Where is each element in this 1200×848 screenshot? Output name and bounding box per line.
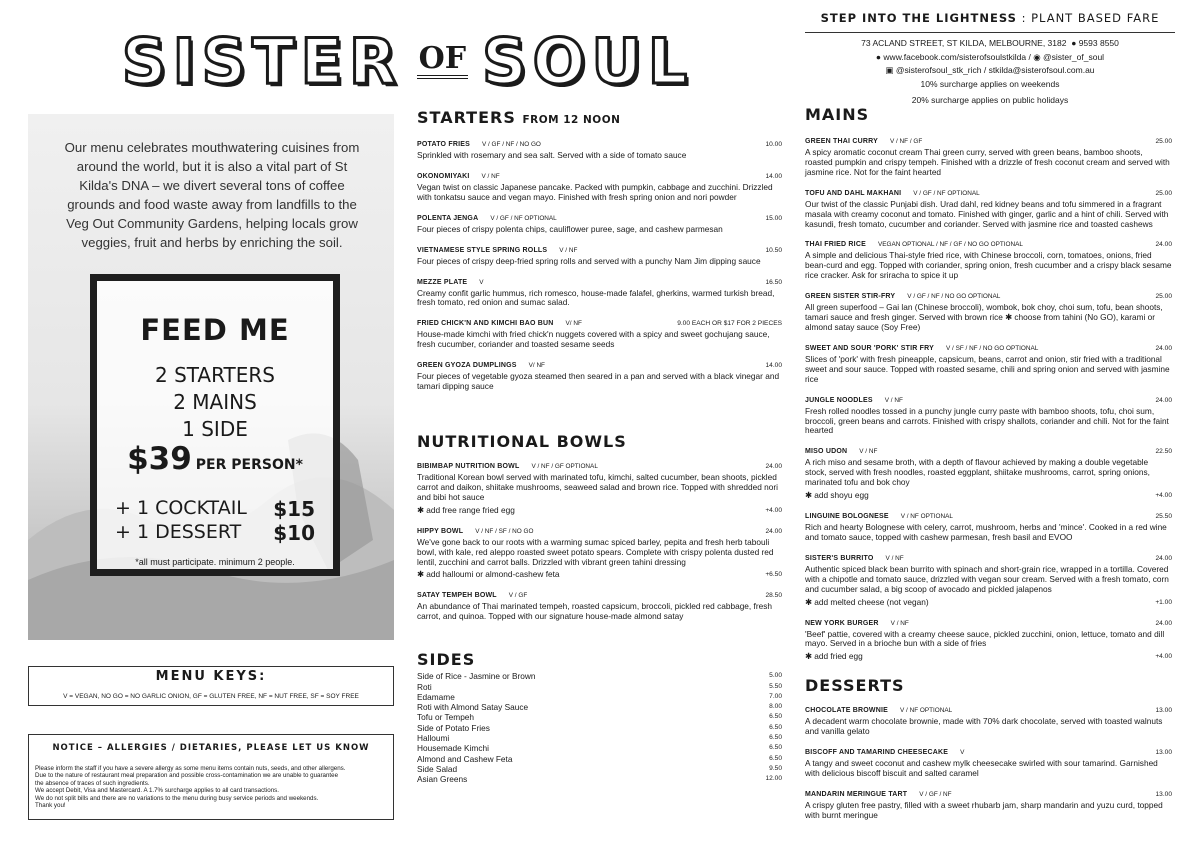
menu-item-title [417, 520, 533, 538]
logo-word-soul: SOUL [482, 24, 694, 98]
menu-item-title [805, 547, 904, 565]
menu-item [805, 182, 1172, 230]
addon-dessert-label: + 1 DESSERT [115, 521, 242, 543]
menu-item-dietary: V/ NF [528, 362, 545, 370]
menu-item-dietary: V / NF [559, 246, 578, 254]
menu-item-description: A rich miso and sesame broth, with a depth of flavour achieved by making a double vegetable stock, served with fresh noodles, roasted eggplant, shiitake mushrooms, carrot, spring onions, marinated tofu and bok choy [805, 457, 1150, 488]
menu-item-extra-price: +4.00 [1155, 653, 1172, 661]
menu-item-description: Traditional Korean bowl served with marinated tofu, kimchi, salted cucumber, bean shoots, pickled carrot and daikon, shiitake mushrooms, seaweed salad and brown rice. Topped with shredded nori and bibi hot sauce [417, 471, 778, 502]
menu-keys-text: V = VEGAN, NO GO = NO GARLIC ONION, GF = GLUTEN FREE, NF = NUT FREE, SF = SOY FREE [63, 693, 359, 700]
tagline-rest: : PLANT BASED FARE [1016, 11, 1160, 25]
camera-icon: ▣ [885, 65, 894, 75]
menu-item-description: Slices of 'pork' with fresh pineapple, capsicum, beans, carrot and onion, stir fried with a traditional sweet and sour sauce. Topped with roasted sesame, chili and spring onion and served with jasmine rice [805, 353, 1170, 384]
menu-item-description: Four pieces of crispy deep-fried spring rolls and served with a punchy Nam Jim dipping sauce [417, 255, 761, 266]
menu-item-dietary: V/ NF [565, 320, 582, 328]
menu-item-header [805, 547, 1172, 565]
menu-item-name: JUNGLE NOODLES [805, 396, 873, 404]
menu-item [805, 612, 1172, 663]
menu-item-extra-price: +1.00 [1155, 598, 1172, 606]
side-item [417, 723, 782, 733]
side-item-name: Asian Greens [417, 774, 468, 785]
side-item-price: 12.00 [765, 775, 782, 783]
addon-dessert-price: $10 [273, 521, 315, 545]
menu-item-extra-label: ✱ add halloumi or almond-cashew feta [417, 569, 560, 580]
logo-word-sister: SISTER [121, 24, 403, 98]
address-line [805, 38, 1175, 48]
menu-item-name: TOFU AND DAHL MAKHANI [805, 189, 902, 197]
menu-item [417, 239, 782, 267]
bowls-list [417, 455, 782, 622]
menu-item-price: 24.00 [1155, 396, 1172, 404]
side-item-name: Almond and Cashew Feta [417, 753, 513, 764]
menu-item-header [805, 440, 1172, 458]
menu-item [805, 505, 1172, 543]
starters-heading [417, 108, 782, 127]
side-item-name: Side of Potato Fries [417, 722, 490, 733]
menu-item-price: 28.50 [765, 592, 782, 600]
side-item-price: 9.50 [769, 764, 782, 772]
instagram-icon: ◉ [1033, 52, 1041, 62]
allergy-notice-box [28, 734, 394, 820]
menu-item-extra-label: ✱ add shoyu egg [805, 490, 869, 501]
menu-item-name: BIBIMBAP NUTRITION BOWL [417, 462, 520, 470]
desserts-heading: DESSERTS [805, 676, 905, 696]
side-item-name: Halloumi [417, 733, 450, 743]
menu-item-title [805, 130, 922, 148]
menu-item-title [805, 783, 952, 801]
menu-item-title [417, 584, 527, 602]
menu-item-price: 14.00 [765, 362, 782, 370]
menu-item-title [417, 133, 541, 151]
menu-item-name: SWEET AND SOUR 'PORK' STIR FRY [805, 344, 934, 352]
notice-line: Due to the nature of restaurant meal preparation and possible cross-contamination we are unable to guarantee [35, 772, 339, 780]
menu-item-dietary: VEGAN OPTIONAL / NF / GF / NO GO OPTIONAL [877, 241, 1023, 249]
menu-item-dietary: V / GF / NF [919, 791, 952, 798]
menu-item-extra [805, 490, 1172, 501]
menu-item-extra [805, 597, 1172, 608]
restaurant-logo [121, 22, 694, 100]
feed-me-box [90, 274, 340, 576]
address: 73 ACLAND STREET, ST KILDA, MELBOURNE, 3182 [861, 38, 1067, 48]
menu-item-extra-price: +6.50 [765, 571, 782, 579]
menu-item-extra [417, 569, 782, 580]
menu-item-header [417, 133, 782, 151]
social-line-2 [805, 65, 1175, 76]
side-item-price: 6.50 [769, 713, 782, 721]
bowls-heading: NUTRITIONAL BOWLS [417, 431, 627, 451]
menu-item-description: Four pieces of crispy polenta chips, cauliflower puree, sage, and cashew parmesan [417, 223, 723, 234]
menu-item-price: 14.00 [765, 172, 782, 180]
menu-item-dietary: V / NF OPTIONAL [900, 513, 953, 521]
menu-item-dietary: V / GF / NF OPTIONAL [490, 214, 557, 222]
facebook-icon: ● [875, 52, 882, 62]
facebook-link[interactable]: www.facebook.com/sisterofsoulstkilda / [883, 52, 1031, 62]
feed-me-addon-dessert [115, 521, 315, 545]
intro-text: Our menu celebrates mouthwatering cuisines from around the world, but it is also a vital part of St Kilda's DNA – we divert several tons of coffee grounds and food waste away from landfills to the Veg Out Community Gardens, helping locals grow veggies, fruit and herbs by enriching the soil. [64, 140, 360, 250]
menu-item-extra [805, 651, 1172, 662]
side-item-name: Roti [417, 681, 432, 692]
side-item-price: 7.00 [769, 692, 782, 700]
menu-item-dietary: V / NF [859, 448, 878, 456]
menu-item-dietary: V / NF / GF [889, 138, 923, 145]
notice-line: Please inform the staff if you have a severe allergy as some menu items contain nuts, seeds, and other allergens. [35, 765, 346, 772]
side-item-price: 8.00 [769, 703, 782, 711]
menu-item-price: 10.50 [765, 246, 782, 254]
desserts-list [805, 699, 1172, 820]
menu-item-title [805, 741, 964, 759]
addon-cocktail-price: $15 [273, 497, 315, 521]
side-item-name: Edamame [417, 691, 455, 702]
sides-list [417, 671, 782, 784]
menu-item-header [805, 741, 1172, 759]
menu-item [805, 389, 1172, 437]
menu-item-description: A spicy aromatic coconut cream Thai green curry, served with green beans, bamboo shoots, roasted pumpkin and crispy tempeh. Finished with a drizzle of fresh coconut cream and served with jasmine rice. Not for the faint hearted [805, 147, 1170, 177]
menu-item [417, 165, 782, 203]
tagline [805, 8, 1175, 33]
surcharge-holiday: 20% surcharge applies on public holidays [911, 95, 1069, 105]
menu-item-name: NEW YORK BURGER [805, 619, 879, 627]
menu-item-description: Vegan twist on classic Japanese pancake. Packed with pumpkin, cabbage and zucchini. Drizzled with tonkatsu sauce and vegan mayo. Finished with fresh spring onion and nori powder [417, 181, 773, 202]
menu-item-description: Four pieces of vegetable gyoza steamed then seared in a pan and served with a black vinegar and tamari dipping sauce [417, 371, 780, 392]
menu-item-header [805, 612, 1172, 630]
menu-item [417, 354, 782, 392]
menu-keys-box [28, 666, 394, 706]
phone[interactable]: 9593 8550 [1078, 38, 1119, 48]
menu-item-price: 10.00 [765, 141, 782, 148]
menu-item-description: A decadent warm chocolate brownie, made with 70% dark chocolate, served with toasted walnuts and vanilla gelato [805, 716, 1163, 737]
menu-keys-title: MENU KEYS: [155, 669, 267, 684]
menu-item [417, 207, 782, 235]
menu-item [805, 741, 1172, 779]
menu-item-title [417, 271, 484, 289]
side-item-name: Side of Rice - Jasmine or Brown [417, 671, 536, 682]
menu-item-description: Our twist of the classic Punjabi dish. Urad dahl, red kidney beans and tofu simmered in a fragrant masala with creamy coconut and tomato. Finished with ginger, garlic and a hint of chili. Served with kasundi, fresh tomato, cucumber and coriander. Served with jasmine rice and toasted cashews [805, 198, 1169, 229]
menu-item [417, 455, 782, 516]
menu-item-header [417, 271, 782, 289]
menu-item-title [805, 233, 1023, 251]
menu-item-title [805, 285, 1000, 303]
side-item [417, 733, 782, 743]
menu-item-dietary: V / NF OPTIONAL [900, 707, 953, 715]
menu-item [805, 337, 1172, 385]
menu-item-price: 25.00 [1155, 138, 1172, 145]
menu-item-description: A tangy and sweet coconut and cashew mylk cheesecake swirled with sour tamarind. Garnished with delicious biscoff biscuit and salted caramel [805, 758, 1158, 779]
menu-item-price: 24.00 [1155, 619, 1172, 627]
feed-me-mains: 2 MAINS [173, 390, 257, 414]
menu-item-header [417, 207, 782, 225]
menu-item-title [417, 165, 500, 183]
menu-item-header [417, 165, 782, 183]
menu-item-name: VIETNAMESE STYLE SPRING ROLLS [417, 246, 548, 254]
menu-item-description: We've gone back to our roots with a warming sumac spiced barley, pepita and fresh herb tabouli bowl, with kale, red aleppo roasted sweet potato spears. Complete with crispy polenta dusted red lentil, zucchini and carrot balls. Drizzled with vibrant green tahini dressing [417, 536, 774, 567]
menu-item-header [417, 239, 782, 257]
notice-line: We do not split bills and there are no variations to the menu during busy service periods and weekends. [35, 794, 319, 802]
side-item [417, 774, 782, 784]
menu-item [805, 285, 1172, 333]
menu-item-title [417, 455, 598, 473]
menu-item-name: POLENTA JENGA [417, 214, 479, 222]
feed-me-starters: 2 STARTERS [154, 363, 275, 387]
menu-item [805, 783, 1172, 821]
menu-item-title [805, 612, 909, 630]
menu-item-price: 24.00 [1155, 241, 1172, 249]
social-line-1 [805, 52, 1175, 63]
menu-item-dietary: V [960, 749, 965, 757]
side-item-price: 6.50 [769, 754, 782, 762]
menu-item-description: Fresh rolled noodles tossed in a punchy jungle curry paste with bamboo shoots, tofu, choi sum, broccoli, green beans and carrots. Finished with crispy shallots, coriander and chili. Not for the faint hearted [805, 405, 1169, 436]
menu-item-extra-label: ✱ add melted cheese (not vegan) [805, 596, 929, 607]
menu-item-price: 13.00 [1155, 707, 1172, 715]
menu-item-header [805, 389, 1172, 407]
side-item-price: 6.50 [769, 723, 782, 731]
menu-item [417, 584, 782, 622]
right-column [805, 105, 1172, 825]
side-item-name: Side Salad [417, 763, 458, 774]
feed-me-side: 1 SIDE [182, 417, 248, 441]
menu-item-description: A simple and delicious Thai-style fried rice, with Chinese broccoli, corn, tomatoes, onions, fried bean-curd and egg. Topped with coriander, spring onion, fresh cucumber and a crispy black sesame rice cracker. Ask for sriracha to spice it up [805, 250, 1172, 281]
menu-item-name: SATAY TEMPEH BOWL [417, 592, 497, 600]
menu-item-description: House-made kimchi with fried chick'n nuggets covered with a spicy and sweet gochujang sauce, fresh cucumber, coriander and toasted sesame seeds [417, 329, 770, 350]
menu-item-price: 22.50 [1155, 448, 1172, 456]
feed-me-addon-cocktail [115, 497, 315, 521]
menu-item-description: An abundance of Thai marinated tempeh, roasted capsicum, broccoli, pickled red cabbage, fresh carrot, and quinoa. Topped with our signature house-made almond satay [417, 601, 772, 622]
side-item [417, 671, 782, 681]
menu-item-price: 13.00 [1155, 791, 1172, 798]
menu-item-name: GREEN GYOZA DUMPLINGS [417, 362, 517, 370]
menu-item-header [805, 285, 1172, 303]
menu-item-description: Rich and hearty Bolognese with celery, carrot, mushroom, herbs and 'mince'. Cooked in a red wine and tomato sauce, topped with cashew parmesan, fresh basil and EVOO [805, 522, 1167, 542]
menu-item-name: FRIED CHICK'N AND KIMCHI BAO BUN [417, 320, 554, 328]
menu-item-price: 24.00 [1155, 554, 1172, 562]
menu-item-title [417, 312, 582, 330]
feed-me-per-person: PER PERSON* [195, 457, 303, 473]
menu-item-description: All green superfood – Gai lan (Chinese broccoli), wombok, bok choy, choi sum, tofu, bean shoots, tamari sauce and fresh ginger. Served with brown rice ✱ choose from tahini (No GO), karami or almond satay sauce (Soy Free) [805, 302, 1163, 332]
menu-item [417, 520, 782, 581]
menu-item-dietary: V / SF / NF / NO GO OPTIONAL [945, 344, 1039, 352]
menu-item [417, 312, 782, 350]
menu-item-header [805, 699, 1172, 717]
menu-item-price: 9.00 EACH OR $17 FOR 2 PIECES [677, 320, 782, 328]
menu-item-title [417, 207, 557, 225]
feed-me-title: FEED ME [140, 313, 290, 347]
menu-item-description: A crispy gluten free pastry, filled with a sweet rhubarb jam, sharp mandarin and yuzu curd, topped with burnt meringue [805, 800, 1163, 820]
menu-item [805, 130, 1172, 178]
menu-item-dietary: V / NF [885, 554, 904, 562]
feed-me-price: $39 [127, 441, 192, 477]
menu-item-name: GREEN THAI CURRY [805, 138, 878, 145]
side-item [417, 764, 782, 774]
menu-item-dietary: V / NF [884, 396, 903, 404]
phone-icon: ● [1071, 38, 1077, 48]
menu-item [805, 440, 1172, 501]
menu-item-header [417, 455, 782, 473]
side-item-price: 5.50 [769, 682, 782, 690]
menu-item-name: OKONOMIYAKI [417, 172, 470, 180]
menu-item-name: MEZZE PLATE [417, 278, 468, 286]
tagline-bold: STEP INTO THE LIGHTNESS [820, 11, 1017, 25]
side-item [417, 743, 782, 753]
menu-item-title [417, 239, 577, 257]
notice-line: Thank you! [35, 802, 66, 810]
side-item-name: Tofu or Tempeh [417, 712, 475, 723]
menu-item-name: THAI FRIED RICE [805, 241, 866, 249]
side-item-price: 6.50 [769, 744, 782, 752]
menu-item-header [805, 233, 1172, 251]
menu-item-name: BISCOFF AND TAMARIND CHEESECAKE [805, 749, 949, 757]
notice-line: the absence of traces of such ingredients. [35, 779, 150, 787]
menu-item-name: HIPPY BOWL [417, 527, 464, 535]
menu-item-name: POTATO FRIES [417, 141, 470, 148]
menu-item-price: 25.00 [1155, 189, 1172, 197]
menu-item [417, 133, 782, 161]
starters-list [417, 133, 782, 392]
menu-item-name: SISTER'S BURRITO [805, 554, 874, 562]
menu-item-price: 24.00 [765, 527, 782, 535]
menu-item-description: Creamy confit garlic hummus, rich romesco, house-made falafel, gherkins, warmed turkish bread, fresh tomato, red onion and sumac salad. [417, 287, 775, 308]
menu-item-title [805, 337, 1038, 355]
menu-item [805, 699, 1172, 737]
side-item [417, 702, 782, 712]
menu-item-dietary: V / NF / GF OPTIONAL [531, 462, 598, 470]
menu-item-title [805, 182, 980, 200]
menu-item [417, 271, 782, 309]
side-item [417, 692, 782, 702]
menu-item-header [805, 182, 1172, 200]
menu-item-title [805, 389, 903, 407]
menu-item [805, 547, 1172, 608]
middle-column [417, 108, 782, 784]
menu-item-extra-price: +4.00 [1155, 492, 1172, 500]
side-item [417, 712, 782, 722]
menu-item-name: CHOCOLATE BROWNIE [805, 707, 888, 715]
menu-item-title [417, 354, 545, 372]
side-item [417, 682, 782, 692]
addon-cocktail-label: + 1 COCKTAIL [115, 497, 247, 519]
starters-subtitle: FROM 12 NOON [522, 114, 621, 126]
menu-item-description: Authentic spiced black bean burrito with spinach and short-grain rice, wrapped in a tortilla. Covered with a chipotle and tomato sauce, drizzled with vegan sour cream. Served with a fresh tomato, corn and cucumber salad, a big scoop of avocado and pickled jalapenos [805, 563, 1169, 594]
menu-item-header [805, 337, 1172, 355]
side-item [417, 754, 782, 764]
contact-email[interactable]: @sisterofsoul_stk_rich / stkilda@sisterofsoul.com.au [895, 65, 1095, 75]
mains-list [805, 130, 1172, 662]
menu-item-description: Sprinkled with rosemary and sea salt. Served with a side of tomato sauce [417, 150, 687, 160]
side-item-price: 5.00 [769, 672, 782, 680]
menu-item-title [805, 440, 877, 458]
feed-me-price-row [97, 441, 333, 477]
notice-text [35, 765, 387, 809]
menu-item-header [417, 312, 782, 330]
menu-item-title [805, 699, 952, 717]
menu-item-price: 25.50 [1155, 513, 1172, 521]
menu-item-description: 'Beef' pattie, covered with a creamy cheese sauce, pickled zucchini, onion, lettuce, tomato and dill mayo. Served in a brioche bun with a side of fries [805, 628, 1165, 649]
menu-item-dietary: V [479, 278, 484, 286]
menu-item-name: GREEN SISTER STIR-FRY [805, 293, 896, 301]
menu-item-extra-label: ✱ add fried egg [805, 651, 863, 662]
menu-item-name: MANDARIN MERINGUE TART [805, 791, 908, 798]
menu-item-dietary: V / NF / SF / NO GO [475, 527, 534, 535]
menu-item-extra-price: +4.00 [765, 506, 782, 514]
menu-item-price: 25.00 [1155, 293, 1172, 301]
menu-item-dietary: V / NF [481, 172, 500, 180]
starters-title: STARTERS [417, 108, 516, 127]
menu-item [805, 233, 1172, 281]
menu-item-header [805, 505, 1172, 523]
menu-item-price: 15.00 [765, 214, 782, 222]
side-item-price: 6.50 [769, 734, 782, 741]
menu-item-header [805, 783, 1172, 801]
menu-item-extra-label: ✱ add free range fried egg [417, 504, 515, 515]
sides-heading: SIDES [417, 650, 476, 670]
menu-item-dietary: V / NF [890, 619, 909, 627]
menu-item-header [417, 584, 782, 602]
menu-item-dietary: V / GF [508, 592, 528, 600]
menu-item-dietary: V / GF / NF / NO GO [481, 141, 541, 148]
menu-item-price: 16.50 [765, 278, 782, 286]
feed-me-note: *all must participate. minimum 2 people. [135, 557, 295, 567]
menu-item-extra [417, 505, 782, 516]
menu-item-header [417, 354, 782, 372]
logo-word-of: OF [417, 43, 468, 79]
menu-item-title [805, 505, 953, 523]
side-item-name: Roti with Almond Satay Sauce [417, 702, 529, 713]
menu-item-dietary: V / GF / NF OPTIONAL [913, 189, 980, 197]
intro-panel [28, 114, 394, 640]
menu-item-price: 13.00 [1155, 749, 1172, 757]
menu-item-dietary: V / GF / NF / NO GO OPTIONAL [907, 293, 1001, 301]
menu-item-header [805, 130, 1172, 148]
menu-item-price: 24.00 [765, 462, 782, 470]
surcharge-weekend: 10% surcharge applies on weekends [920, 79, 1060, 89]
notice-line: We accept Debit, Visa and Mastercard. A 1.7% surcharge applies to all card transactions. [35, 787, 279, 795]
menu-item-name: MISO UDON [805, 448, 848, 456]
menu-item-header [417, 520, 782, 538]
menu-item-name: LINGUINE BOLOGNESE [805, 513, 889, 521]
side-item-name: Housemade Kimchi [417, 743, 489, 754]
instagram-link[interactable]: @sister_of_soul [1043, 52, 1105, 62]
menu-item-price: 24.00 [1155, 344, 1172, 352]
notice-title: NOTICE – ALLERGIES / DIETARIES, PLEASE LET US KNOW [52, 743, 370, 753]
mains-heading: MAINS [805, 105, 870, 124]
